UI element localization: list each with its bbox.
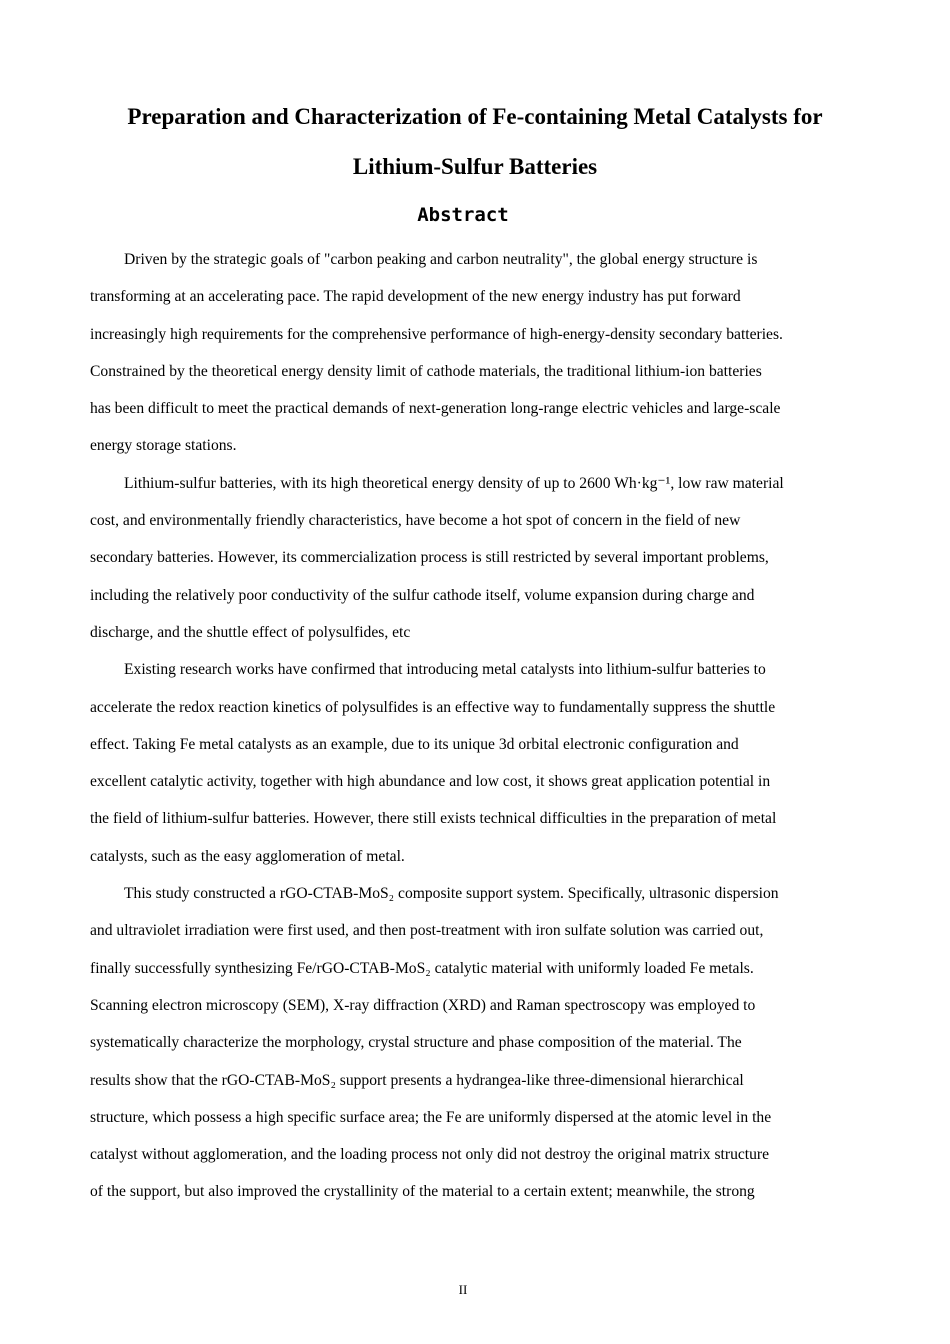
paragraph-line: Scanning electron microscopy (SEM), X-ray diffraction (XRD) and Raman spectroscopy was employed to	[90, 996, 756, 1014]
paragraph-line: discharge, and the shuttle effect of polysulfides, etc	[90, 623, 411, 641]
paragraph-line: of the support, but also improved the crystallinity of the material to a certain extent; meanwhile, the strong	[90, 1183, 755, 1201]
paragraph-line: Existing research works have confirmed that introducing metal catalysts into lithium-sulfur batteries to	[124, 661, 766, 679]
paragraph-line: transforming at an accelerating pace. The rapid development of the new energy industry has put forward	[90, 288, 741, 306]
paragraph-line: accelerate the redox reaction kinetics of polysulfides is an effective way to fundamentally suppress the shuttle	[90, 698, 776, 716]
paragraph-line: excellent catalytic activity, together with high abundance and low cost, it shows great application potential in	[90, 773, 771, 791]
paragraph-line: This study constructed a rGO-CTAB-MoS₂ composite support system. Specifically, ultrasonic dispersion	[124, 885, 779, 903]
abstract-heading: Abstract	[417, 204, 509, 226]
paper-title-line-2: Lithium-Sulfur Batteries	[352, 154, 598, 179]
abstract-paragraph	[90, 465, 840, 651]
paper-title	[60, 92, 890, 192]
paper-title-line-1: Preparation and Characterization of Fe-containing Metal Catalysts for	[127, 104, 823, 129]
abstract-paragraph	[90, 875, 840, 1211]
paragraph-line: Driven by the strategic goals of "carbon peaking and carbon neutrality", the global energy structure is	[124, 251, 758, 268]
paragraph-line: increasingly high requirements for the comprehensive performance of high-energy-density secondary batteries.	[90, 325, 783, 343]
paragraph-line: effect. Taking Fe metal catalysts as an example, due to its unique 3d orbital electronic configuration and	[90, 735, 739, 753]
paragraph-line: including the relatively poor conductivity of the sulfur cathode itself, volume expansion during charge and	[90, 586, 755, 604]
paragraph-line: catalyst without agglomeration, and the loading process not only did not destroy the original matrix structure	[90, 1146, 770, 1164]
paragraph-line: and ultraviolet irradiation were first used, and then post-treatment with iron sulfate solution was carried out,	[90, 922, 764, 940]
paragraph-line: secondary batteries. However, its commercialization process is still restricted by several important problems,	[90, 549, 769, 567]
abstract-paragraph	[90, 241, 840, 465]
paragraph-line: Constrained by the theoretical energy density limit of cathode materials, the traditional lithium-ion batteries	[90, 362, 762, 380]
page-number: II	[458, 1282, 468, 1297]
paragraph-line: Lithium-sulfur batteries, with its high theoretical energy density of up to 2600 Wh·kg⁻¹, low raw material	[124, 474, 784, 492]
abstract-paragraph	[90, 651, 840, 875]
paragraph-line: catalysts, such as the easy agglomeration of metal.	[90, 847, 405, 865]
paragraph-line: energy storage stations.	[90, 437, 237, 455]
paragraph-line: has been difficult to meet the practical demands of next-generation long-range electric vehicles and large-scale	[90, 400, 781, 418]
paragraph-line: finally successfully synthesizing Fe/rGO-CTAB-MoS₂ catalytic material with uniformly loaded Fe metals.	[90, 959, 754, 977]
paragraph-line: results show that the rGO-CTAB-MoS₂ support presents a hydrangea-like three-dimensional hierarchical	[90, 1071, 744, 1089]
paragraph-line: systematically characterize the morphology, crystal structure and phase composition of the material. The	[90, 1034, 742, 1052]
paragraph-line: cost, and environmentally friendly characteristics, have become a hot spot of concern in the field of new	[90, 512, 741, 530]
paragraph-line: structure, which possess a high specific surface area; the Fe are uniformly dispersed at the atomic level in the	[90, 1108, 772, 1126]
paragraph-line: the field of lithium-sulfur batteries. However, there still exists technical difficulties in the preparation of metal	[90, 810, 777, 828]
abstract-body	[90, 241, 840, 1211]
